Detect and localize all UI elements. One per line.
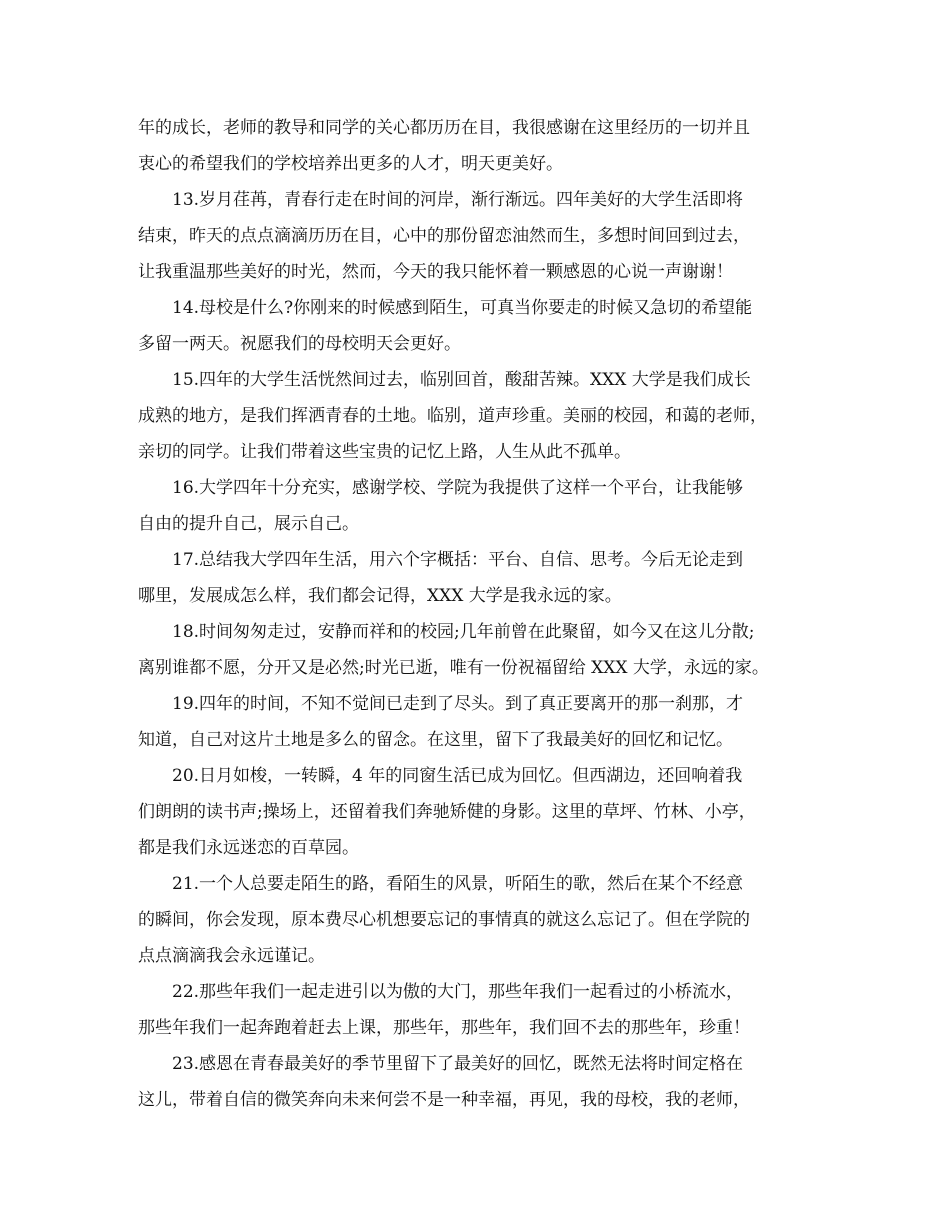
paragraph-22-line: 22.那些年我们一起走进引以为傲的大门，那些年我们一起看过的小桥流水， [172,982,744,1002]
text-line: 让我重温那些美好的时光，然而，今天的我只能怀着一颗感恩的心说一声谢谢！ [138,262,733,282]
paragraph-13-line: 13.岁月荏苒，青春行走在时间的河岸，渐行渐远。四年美好的大学生活即将 [172,190,744,210]
text-line: 点点滴滴我会永远谨记。 [138,946,325,966]
paragraph-18-line: 18.时间匆匆走过，安静而祥和的校园;几年前曾在此聚留，如今又在这儿分散; [172,622,755,642]
paragraph-17-line: 17.总结我大学四年生活，用六个字概括：平台、自信、思考。今后无论走到 [172,550,744,570]
text-line: 的瞬间，你会发现，原本费尽心机想要忘记的事情真的就这么忘记了。但在学院的 [138,910,750,930]
paragraph-20-line: 20.日月如梭，一转瞬，4 年的同窗生活已成为回忆。但西湖边，还回响着我 [172,766,743,786]
text-line: 自由的提升自己，展示自己。 [138,514,359,534]
text-line: 年的成长，老师的教导和同学的关心都历历在目，我很感谢在这里经历的一切并且 [138,118,750,138]
paragraph-15-line: 15.四年的大学生活恍然间过去，临别回首，酸甜苦辣。XXX 大学是我们成长 [172,370,751,390]
paragraph-19-line: 19.四年的时间，不知不觉间已走到了尽头。到了真正要离开的那一刹那，才 [172,694,744,714]
text-line: 都是我们永远迷恋的百草园。 [138,838,359,858]
text-line: 们朗朗的读书声;操场上，还留着我们奔驰矫健的身影。这里的草坪、竹林、小亭， [138,802,756,822]
text-line: 离别谁都不愿，分开又是必然;时光已逝，唯有一份祝福留给 XXX 大学，永远的家。 [138,658,769,678]
text-line: 亲切的同学。让我们带着这些宝贵的记忆上路，人生从此不孤单。 [138,442,631,462]
text-line: 知道，自己对这片土地是多么的留念。在这里，留下了我最美好的回忆和记忆。 [138,730,733,750]
paragraph-21-line: 21.一个人总要走陌生的路，看陌生的风景，听陌生的歌，然后在某个不经意 [172,874,744,894]
text-line: 多留一两天。祝愿我们的母校明天会更好。 [138,334,461,354]
text-line: 这儿，带着自信的微笑奔向未来何尝不是一种幸福，再见，我的母校，我的老师， [138,1090,750,1110]
paragraph-14-line: 14.母校是什么?你刚来的时候感到陌生，可真当你要走的时候又急切的希望能 [172,298,753,318]
text-line: 那些年我们一起奔跑着赶去上课，那些年，那些年，我们回不去的那些年，珍重！ [138,1018,750,1038]
text-line: 成熟的地方，是我们挥洒青春的土地。临别，道声珍重。美丽的校园，和蔼的老师， [138,406,767,426]
text-line: 结束，昨天的点点滴滴历历在目，心中的那份留恋油然而生，多想时间回到过去， [138,226,750,246]
text-line: 衷心的希望我们的学校培养出更多的人才，明天更美好。 [138,154,563,174]
paragraph-23-line: 23.感恩在青春最美好的季节里留下了最美好的回忆，既然无法将时间定格在 [172,1054,744,1074]
text-line: 哪里，发展成怎么样，我们都会记得，XXX 大学是我永远的家。 [138,586,622,606]
paragraph-16-line: 16.大学四年十分充实，感谢学校、学院为我提供了这样一个平台，让我能够 [172,478,744,498]
